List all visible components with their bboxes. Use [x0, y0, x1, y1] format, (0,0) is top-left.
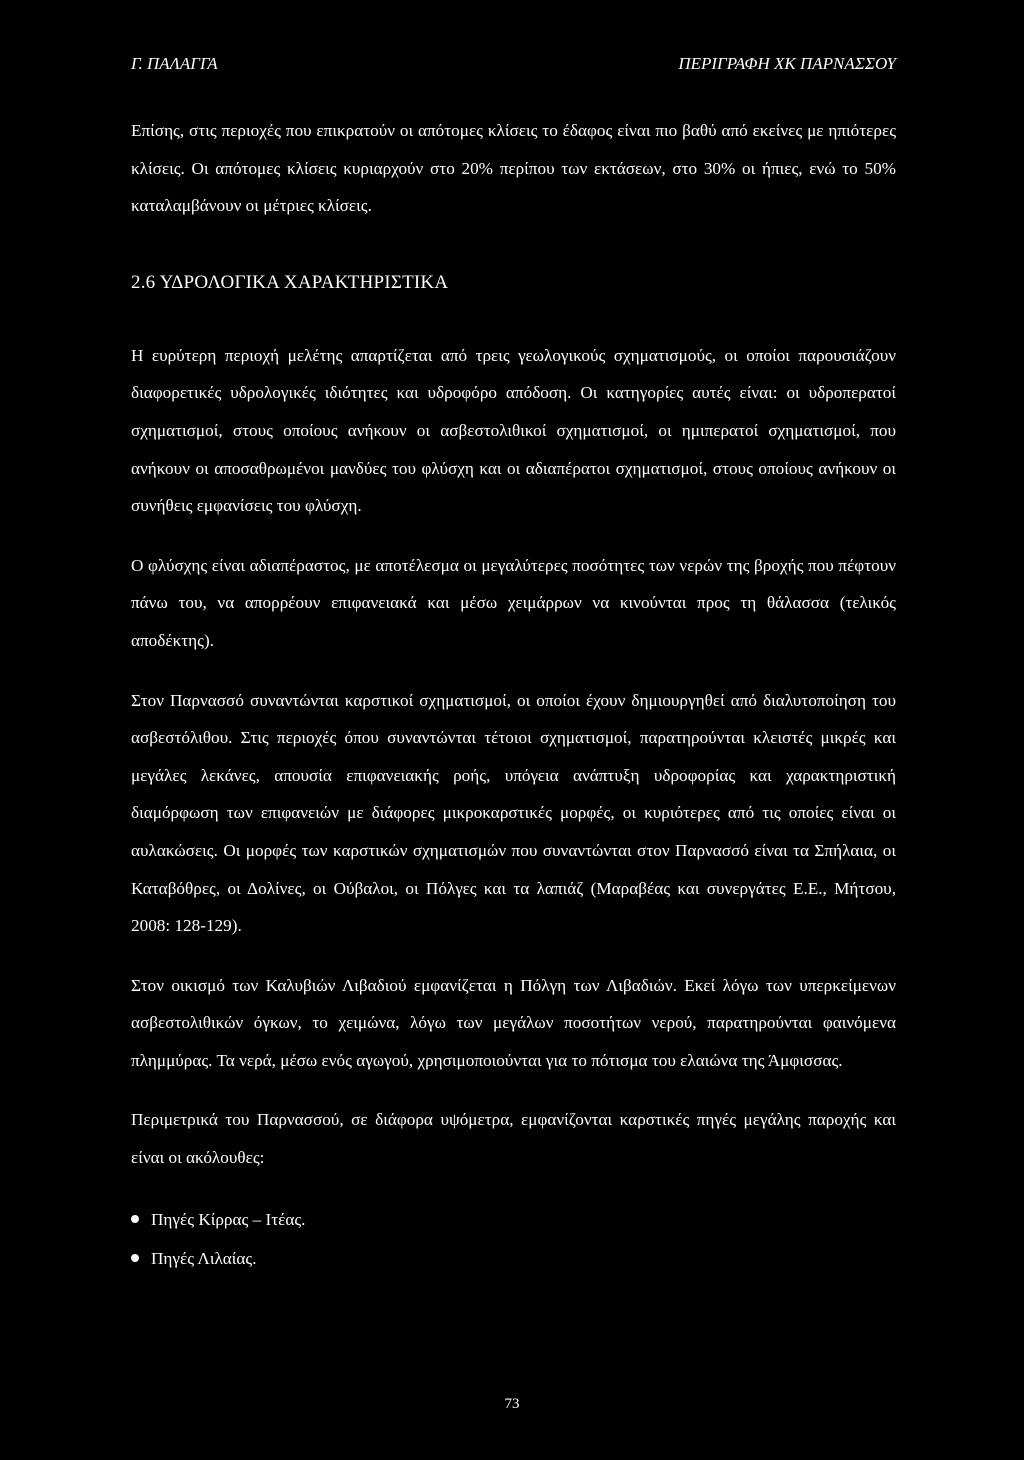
- bullet-icon: [131, 1215, 139, 1223]
- list-item-text: Πηγές Κίρρας – Ιτέας.: [151, 1209, 306, 1229]
- page-number: 73: [504, 1396, 520, 1412]
- section-heading: 2.6 ΥΔΡΟΛΟΓΙΚΑ ΧΑΡΑΚΤΗΡΙΣΤΙΚΑ: [131, 271, 449, 293]
- paragraph-springs: Περιμετρικά του Παρνασσού, σε διάφορα υψόμετρα, εμφανίζονται καρστικές πηγές μεγάλης παροχής και είναι οι ακόλουθες:: [131, 1110, 896, 1168]
- paragraph-livadi: Στον οικισμό των Καλυβιών Λιβαδιού εμφανίζεται η Πόλγη των Λιβαδιών. Εκεί λόγω των υπερκείμενων ασβεστολιθικών όγκων, το χειμώνα, λόγω των μεγάλων ποσοτήτων νερού, παρατηρούνται φαινόμενα πλημμύρας. Τα νερά, μέσω ενός αγωγού, χρησιμοποιούνται για το πότισμα του ελαιώνα της Άμφισσας.: [131, 975, 896, 1070]
- list-item: [131, 1200, 896, 1239]
- header-title: ΠΕΡΙΓΡΑΦΗ ΧΚ ΠΑΡΝΑΣΣΟΥ: [678, 54, 896, 73]
- list-item: [131, 1239, 896, 1278]
- list-item-text: Πηγές Λιλαίας.: [151, 1248, 257, 1268]
- header-author: Γ. ΠΑΛΑΓΓΑ: [131, 54, 218, 73]
- paragraph-karst: Στον Παρνασσό συναντώνται καρστικοί σχηματισμοί, οι οποίοι έχουν δημιουργηθεί από διαλυτοποίηση του ασβεστόλιθου. Στις περιοχές όπου συναντώνται τέτοιοι σχηματισμοί, παρατηρούνται κλειστές μικρές και μεγάλες λεκάνες, απουσία επιφανειακής ροής, υπόγεια ανάπτυξη υδροφορίας και χαρακτηριστική διαμόρφωση των επιφανειών με διάφορες μικροκαρστικές μορφές, οι κυριότερες από τις οποίες είναι οι αυλακώσεις. Οι μορφές των καρστικών σχηματισμών που συναντώνται στον Παρνασσό είναι τα Σπήλαια, οι Καταβόθρες, οι Δολίνες, οι Ούβαλοι, οι Πόλγες και τα λαπιάζ (Μαραβέας και συνεργάτες Ε.Ε., Μήτσου, 2008: 128-129).: [131, 690, 896, 936]
- springs-list: [131, 1200, 896, 1278]
- paragraph-flysch: Ο φλύσχης είναι αδιαπέραστος, με αποτέλεσμα οι μεγαλύτερες ποσότητες των νερών της βροχής που πέφτουν πάνω του, να απορρέουν επιφανειακά και μέσω χειμάρρων να κινούνται προς τη θάλασσα (τελικός αποδέκτης).: [131, 555, 896, 650]
- bullet-icon: [131, 1254, 139, 1262]
- running-header: [131, 52, 896, 76]
- paragraph-hydrology: Η ευρύτερη περιοχή μελέτης απαρτίζεται από τρεις γεωλογικούς σχηματισμούς, οι οποίοι παρουσιάζουν διαφορετικές υδρολογικές ιδιότητες και υδροφόρο απόδοση. Οι κατηγορίες αυτές είναι: οι υδροπερατοί σχηματισμοί, στους οποίους ανήκουν οι ασβεστολιθικοί σχηματισμοί, οι ημιπερατοί σχηματισμοί, που ανήκουν οι αποσαθρωμένοι μανδύες του φλύσχη και οι αδιαπέρατοι σχηματισμοί, στους οποίους ανήκουν οι συνήθεις εμφανίσεις του φλύσχη.: [131, 345, 896, 516]
- paragraph-slopes: Επίσης, στις περιοχές που επικρατούν οι απότομες κλίσεις το έδαφος είναι πιο βαθύ από εκείνες με ηπιότερες κλίσεις. Οι απότομες κλίσεις κυριαρχούν στο 20% περίπου των εκτάσεων, στο 30% οι ήπιες, ενώ το 50% καταλαμβάνουν οι μέτριες κλίσεις.: [131, 121, 896, 216]
- page-body: [131, 112, 896, 1278]
